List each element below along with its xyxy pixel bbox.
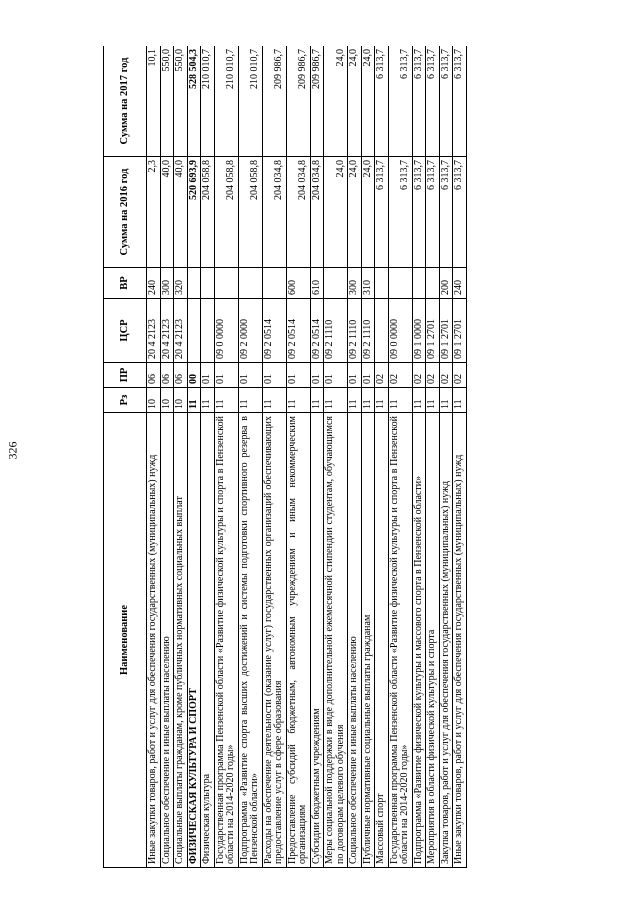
- cell-sum-2016: 204 034,8: [262, 157, 286, 268]
- cell-sum-2017: 6 313,7: [375, 46, 389, 157]
- cell-sum-2016: 6 313,7: [439, 157, 453, 268]
- cell-sum-2016: 40,0: [160, 157, 174, 268]
- table-row: [238, 46, 262, 868]
- rotated-content: [103, 46, 589, 868]
- cell-sum-2017: 24,0: [361, 46, 375, 157]
- cell-sum-2017: 24,0: [324, 46, 348, 157]
- page-number: [4, 443, 24, 463]
- table-row: [426, 46, 440, 868]
- header-sum-2016: Сумма на 2016 год: [104, 157, 147, 268]
- cell-vr: [412, 268, 426, 299]
- cell-sum-2017: 209 986,7: [310, 46, 324, 157]
- cell-name: Расходы на обеспечение деятельности (оказание услуг) государственных организаций обеспечивающих предоставление услуг в сфере образования: [262, 413, 286, 868]
- table-row: [262, 46, 286, 868]
- table-row: [147, 46, 161, 868]
- cell-pr: 01: [286, 363, 310, 388]
- table-row: [187, 46, 201, 868]
- cell-sum-2017: 24,0: [348, 46, 362, 157]
- cell-name: Социальные выплаты гражданам, кроме публичных нормативных социальных выплат: [174, 413, 188, 868]
- cell-pr: 02: [375, 363, 389, 388]
- cell-rz: 11: [388, 388, 412, 413]
- cell-pr: 06: [160, 363, 174, 388]
- cell-csr: 09 1 2701: [453, 299, 467, 363]
- cell-pr: 01: [310, 363, 324, 388]
- cell-sum-2017: 6 313,7: [388, 46, 412, 157]
- cell-csr: 09 2 0514: [286, 299, 310, 363]
- cell-csr: 09 2 1110: [324, 299, 348, 363]
- budget-table: [103, 46, 467, 868]
- table-row: [412, 46, 426, 868]
- cell-name: Закупка товаров, работ и услуг для обеспечения государственных (муниципальных) нужд: [439, 413, 453, 868]
- cell-name: Социальное обеспечение и иные выплаты населению: [348, 413, 362, 868]
- cell-sum-2016: 40,0: [174, 157, 188, 268]
- cell-vr: [238, 268, 262, 299]
- cell-rz: 10: [147, 388, 161, 413]
- cell-sum-2016: 520 693,9: [187, 157, 201, 268]
- cell-sum-2016: 6 313,7: [375, 157, 389, 268]
- cell-name: Подпрограмма «Развитие физической культуры и массового спорта в Пензенской области»: [412, 413, 426, 868]
- cell-sum-2016: 6 313,7: [388, 157, 412, 268]
- cell-sum-2017: 210 010,7: [201, 46, 215, 157]
- table-row: [324, 46, 348, 868]
- table-row: [361, 46, 375, 868]
- cell-csr: 09 1 2701: [426, 299, 440, 363]
- cell-vr: [214, 268, 238, 299]
- table-row: [174, 46, 188, 868]
- cell-rz: 11: [375, 388, 389, 413]
- cell-csr: 20 4 2123: [174, 299, 188, 363]
- cell-vr: 240: [453, 268, 467, 299]
- cell-rz: 11: [187, 388, 201, 413]
- table-row: [286, 46, 310, 868]
- cell-name: Массовый спорт: [375, 413, 389, 868]
- cell-vr: 610: [310, 268, 324, 299]
- cell-sum-2016: 204 034,8: [286, 157, 310, 268]
- cell-sum-2016: 6 313,7: [453, 157, 467, 268]
- cell-sum-2017: 6 313,7: [453, 46, 467, 157]
- cell-vr: 240: [147, 268, 161, 299]
- cell-sum-2017: 6 313,7: [412, 46, 426, 157]
- cell-csr: [187, 299, 201, 363]
- cell-csr: 09 2 0000: [238, 299, 262, 363]
- cell-rz: 10: [174, 388, 188, 413]
- cell-vr: 310: [361, 268, 375, 299]
- table-body: [147, 46, 467, 868]
- cell-rz: 11: [214, 388, 238, 413]
- cell-pr: 01: [348, 363, 362, 388]
- cell-sum-2017: 210 010,7: [238, 46, 262, 157]
- cell-sum-2017: 10,1: [147, 46, 161, 157]
- cell-pr: 01: [262, 363, 286, 388]
- cell-name: Иные закупки товаров, работ и услуг для обеспечения государственных (муниципальных) нужд: [453, 413, 467, 868]
- cell-sum-2016: 24,0: [361, 157, 375, 268]
- cell-sum-2017: 209 986,7: [286, 46, 310, 157]
- cell-pr: 02: [453, 363, 467, 388]
- cell-rz: 11: [324, 388, 348, 413]
- cell-vr: [262, 268, 286, 299]
- cell-name: Физическая культура: [201, 413, 215, 868]
- header-sum-2017: Сумма на 2017 год: [104, 46, 147, 157]
- cell-csr: 09 1 2701: [439, 299, 453, 363]
- cell-rz: 11: [453, 388, 467, 413]
- cell-vr: 320: [174, 268, 188, 299]
- cell-sum-2017: 528 504,3: [187, 46, 201, 157]
- cell-rz: 11: [262, 388, 286, 413]
- cell-vr: [187, 268, 201, 299]
- cell-pr: 02: [439, 363, 453, 388]
- table-row: [348, 46, 362, 868]
- table-row: [388, 46, 412, 868]
- cell-pr: 01: [324, 363, 348, 388]
- cell-vr: 200: [439, 268, 453, 299]
- cell-vr: [324, 268, 348, 299]
- cell-rz: 11: [412, 388, 426, 413]
- cell-pr: 02: [426, 363, 440, 388]
- cell-pr: 01: [361, 363, 375, 388]
- cell-sum-2016: 204 058,8: [238, 157, 262, 268]
- cell-sum-2016: 6 313,7: [412, 157, 426, 268]
- cell-rz: 11: [238, 388, 262, 413]
- cell-sum-2016: 6 313,7: [426, 157, 440, 268]
- header-pr: ПР: [104, 363, 147, 388]
- cell-csr: 09 2 1110: [361, 299, 375, 363]
- table-header-row: [104, 46, 147, 868]
- cell-rz: 11: [361, 388, 375, 413]
- cell-sum-2016: 204 058,8: [214, 157, 238, 268]
- cell-sum-2016: 24,0: [348, 157, 362, 268]
- cell-name: Субсидии бюджетным учреждениям: [310, 413, 324, 868]
- cell-name: Предоставление субсидий бюджетным, автономным учреждениям и иным некоммерческим организациям: [286, 413, 310, 868]
- cell-sum-2017: 209 986,7: [262, 46, 286, 157]
- cell-sum-2016: 204 058,8: [201, 157, 215, 268]
- table-row: [160, 46, 174, 868]
- cell-csr: 09 0 0000: [214, 299, 238, 363]
- cell-pr: 01: [214, 363, 238, 388]
- cell-csr: 09 2 0514: [262, 299, 286, 363]
- cell-sum-2017: 6 313,7: [426, 46, 440, 157]
- cell-pr: 02: [388, 363, 412, 388]
- cell-name: Публичные нормативные социальные выплаты гражданам: [361, 413, 375, 868]
- cell-csr: 09 1 0000: [412, 299, 426, 363]
- cell-csr: 20 4 2123: [160, 299, 174, 363]
- cell-csr: [375, 299, 389, 363]
- cell-pr: 01: [201, 363, 215, 388]
- cell-pr: 00: [187, 363, 201, 388]
- cell-name: Подпрограмма «Развитие спорта высших достижений и системы подготовки спортивного резерва в Пензенской области»: [238, 413, 262, 868]
- table-row: [439, 46, 453, 868]
- cell-pr: 06: [147, 363, 161, 388]
- cell-csr: [201, 299, 215, 363]
- cell-rz: 11: [348, 388, 362, 413]
- cell-sum-2016: 24,0: [324, 157, 348, 268]
- cell-rz: 11: [310, 388, 324, 413]
- cell-rz: 11: [286, 388, 310, 413]
- cell-sum-2017: 550,0: [174, 46, 188, 157]
- cell-csr: 09 0 0000: [388, 299, 412, 363]
- cell-vr: 300: [348, 268, 362, 299]
- header-rz: Рз: [104, 388, 147, 413]
- cell-vr: 300: [160, 268, 174, 299]
- cell-rz: 10: [160, 388, 174, 413]
- table-row: [453, 46, 467, 868]
- page-number-text: 326: [5, 441, 20, 460]
- cell-name: Мероприятия в области физической культуры и спорта: [426, 413, 440, 868]
- cell-rz: 11: [201, 388, 215, 413]
- cell-pr: 01: [238, 363, 262, 388]
- cell-rz: 11: [439, 388, 453, 413]
- cell-rz: 11: [426, 388, 440, 413]
- header-name: Наименование: [104, 413, 147, 868]
- table-row: [214, 46, 238, 868]
- cell-csr: 20 4 2123: [147, 299, 161, 363]
- cell-csr: 09 2 0514: [310, 299, 324, 363]
- cell-name: Государственная программа Пензенской области «Развитие физической культуры и спорта в Пензенской области на 2014-2020 годы»: [388, 413, 412, 868]
- cell-sum-2017: 550,0: [160, 46, 174, 157]
- header-vr: ВР: [104, 268, 147, 299]
- cell-name: Меры социальной поддержки в виде дополнительной ежемесячной стипендии студентам, обучающимся по договорам целевого обучения: [324, 413, 348, 868]
- cell-vr: [201, 268, 215, 299]
- table-row: [310, 46, 324, 868]
- cell-vr: [375, 268, 389, 299]
- cell-name: ФИЗИЧЕСКАЯ КУЛЬТУРА И СПОРТ: [187, 413, 201, 868]
- cell-vr: 600: [286, 268, 310, 299]
- table-row: [201, 46, 215, 868]
- cell-name: Государственная программа Пензенской области «Развитие физической культуры и спорта в Пензенской области на 2014-2020 годы»: [214, 413, 238, 868]
- cell-pr: 06: [174, 363, 188, 388]
- cell-sum-2016: 2,3: [147, 157, 161, 268]
- cell-vr: [388, 268, 412, 299]
- cell-pr: 02: [412, 363, 426, 388]
- rotated-page: [103, 46, 589, 868]
- table-row: [375, 46, 389, 868]
- cell-sum-2017: 210 010,7: [214, 46, 238, 157]
- cell-sum-2017: 6 313,7: [439, 46, 453, 157]
- cell-name: Иные закупки товаров, работ и услуг для обеспечения государственных (муниципальных) нужд: [147, 413, 161, 868]
- cell-sum-2016: 204 034,8: [310, 157, 324, 268]
- header-csr: ЦСР: [104, 299, 147, 363]
- cell-vr: [426, 268, 440, 299]
- cell-name: Социальное обеспечение и иные выплаты населению: [160, 413, 174, 868]
- cell-csr: 09 2 1110: [348, 299, 362, 363]
